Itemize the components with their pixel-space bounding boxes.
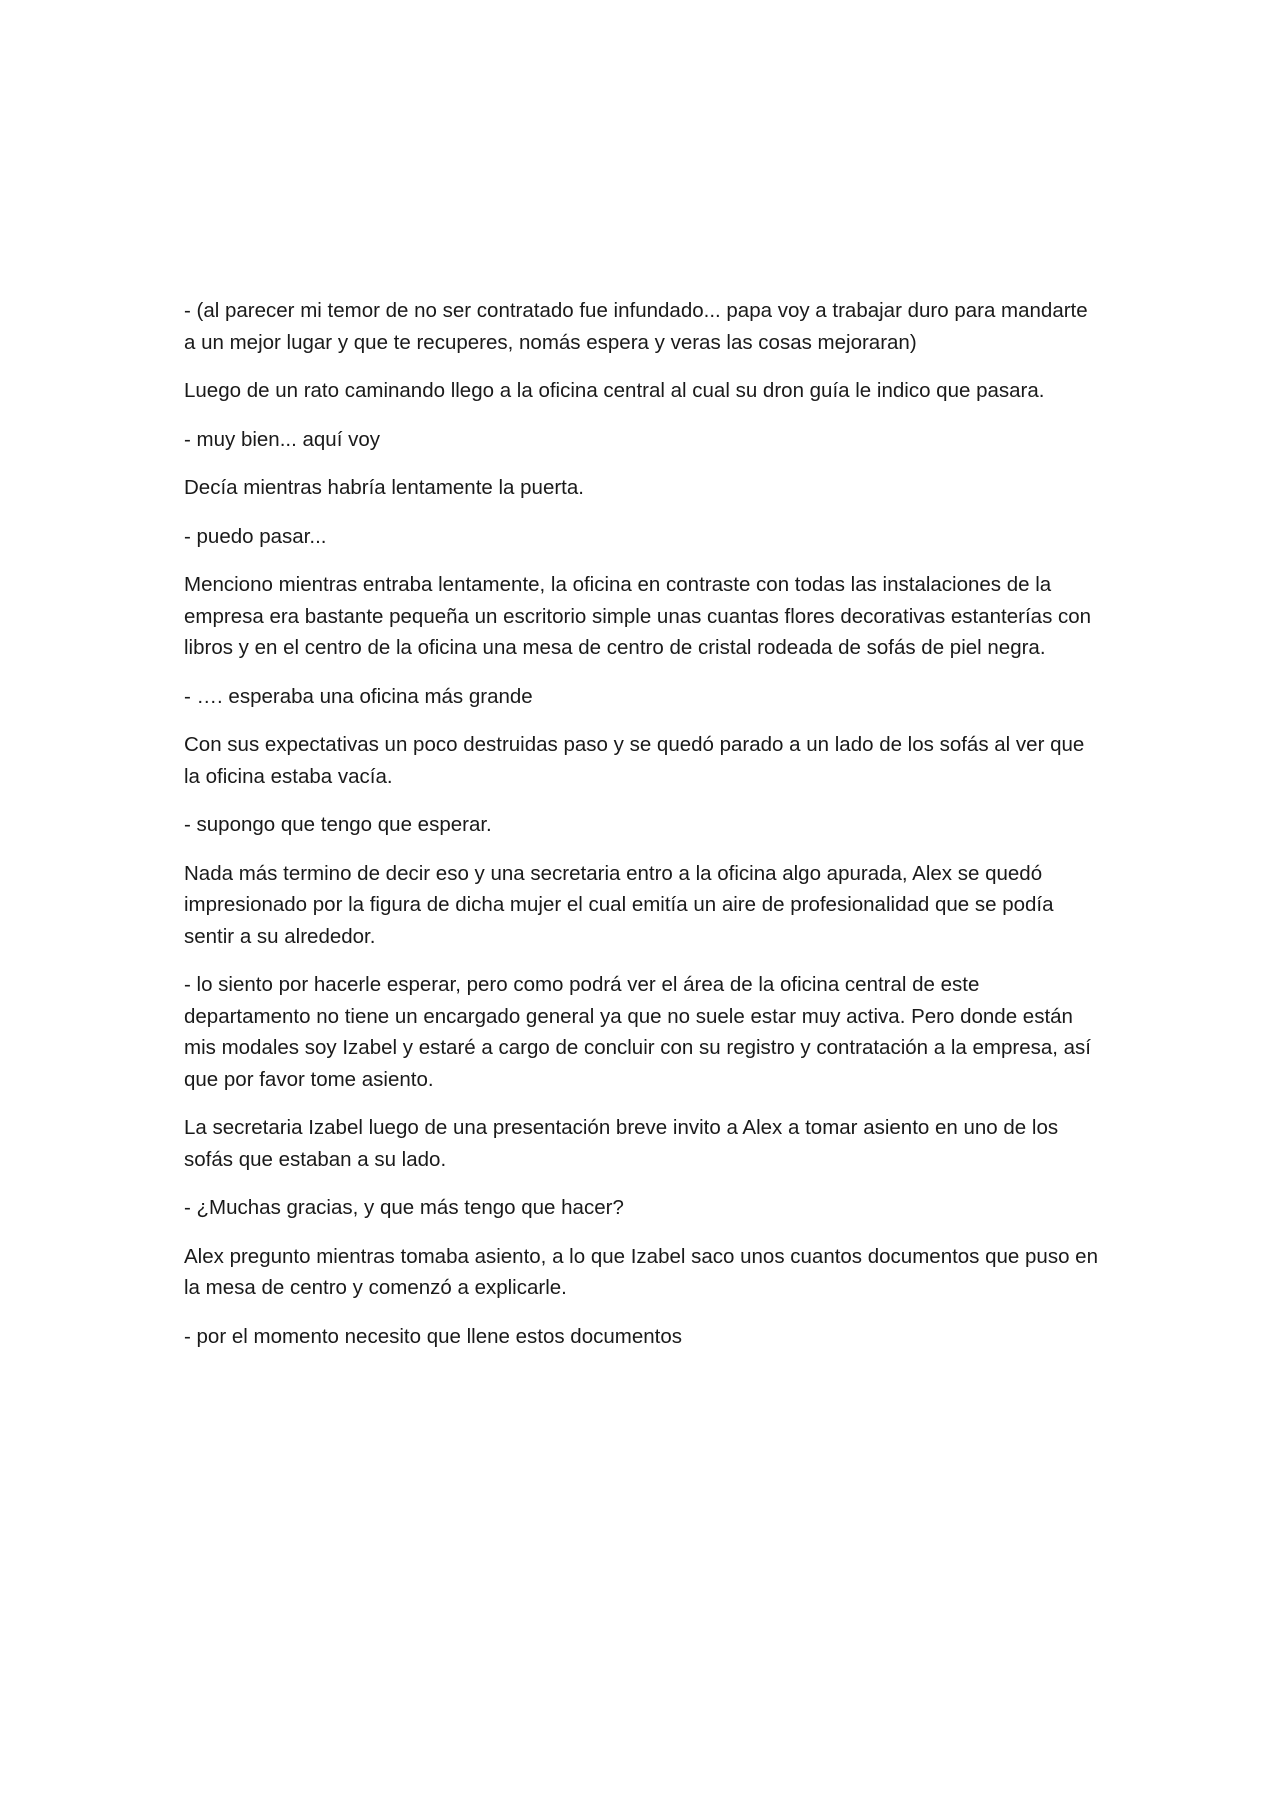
paragraph: Nada más termino de decir eso y una secretaria entro a la oficina algo apurada, Alex se quedó impresionado por la figura de dicha mujer el cual emitía un aire de profesionalidad que se podía sentir a su alrededor. <box>184 861 1054 948</box>
story-text <box>184 295 1104 1369</box>
paragraph: - lo siento por hacerle esperar, pero como podrá ver el área de la oficina central de este departamento no tiene un encargado general ya que no suele estar muy activa. Pero donde están mis modales soy Izabel y estaré a cargo de concluir con su registro y contratación a la empresa, así que por favor tome asiento. <box>184 973 1091 1091</box>
paragraph: - muy bien... aquí voy <box>184 427 380 451</box>
paragraph: La secretaria Izabel luego de una presentación breve invito a Alex a tomar asiento en uno de los sofás que estaban a su lado. <box>184 1116 1059 1171</box>
paragraph: - ¿Muchas gracias, y que más tengo que hacer? <box>184 1196 624 1219</box>
paragraph: - puedo pasar... <box>184 524 327 548</box>
paragraph: Con sus expectativas un poco destruidas paso y se quedó parado a un lado de los sofás al ver que la oficina estaba vacía. <box>184 733 1085 788</box>
paragraph: Menciono mientras entraba lentamente, la oficina en contraste con todas las instalaciones de la empresa era bastante pequeña un escritorio simple unas cuantas flores decorativas estanterías con libros y en el centro de la oficina una mesa de centro de cristal rodeada de sofás de piel negra. <box>184 573 1092 659</box>
paragraph: - por el momento necesito que llene estos documentos <box>184 1324 682 1348</box>
paragraph: - …. esperaba una oficina más grande <box>184 684 533 708</box>
paragraph: Alex pregunto mientras tomaba asiento, a lo que Izabel saco unos cuantos documentos que puso en la mesa de centro y comenzó a explicarle. <box>184 1244 1098 1299</box>
paragraph: - supongo que tengo que esperar. <box>184 813 492 836</box>
paragraph: - (al parecer mi temor de no ser contratado fue infundado... papa voy a trabajar duro para mandarte a un mejor lugar y que te recuperes, nomás espera y veras las cosas mejoraran) <box>184 299 1088 354</box>
paragraph: Decía mientras habría lentamente la puerta. <box>184 476 584 499</box>
paragraph: Luego de un rato caminando llego a la oficina central al cual su dron guía le indico que pasara. <box>184 379 1045 402</box>
